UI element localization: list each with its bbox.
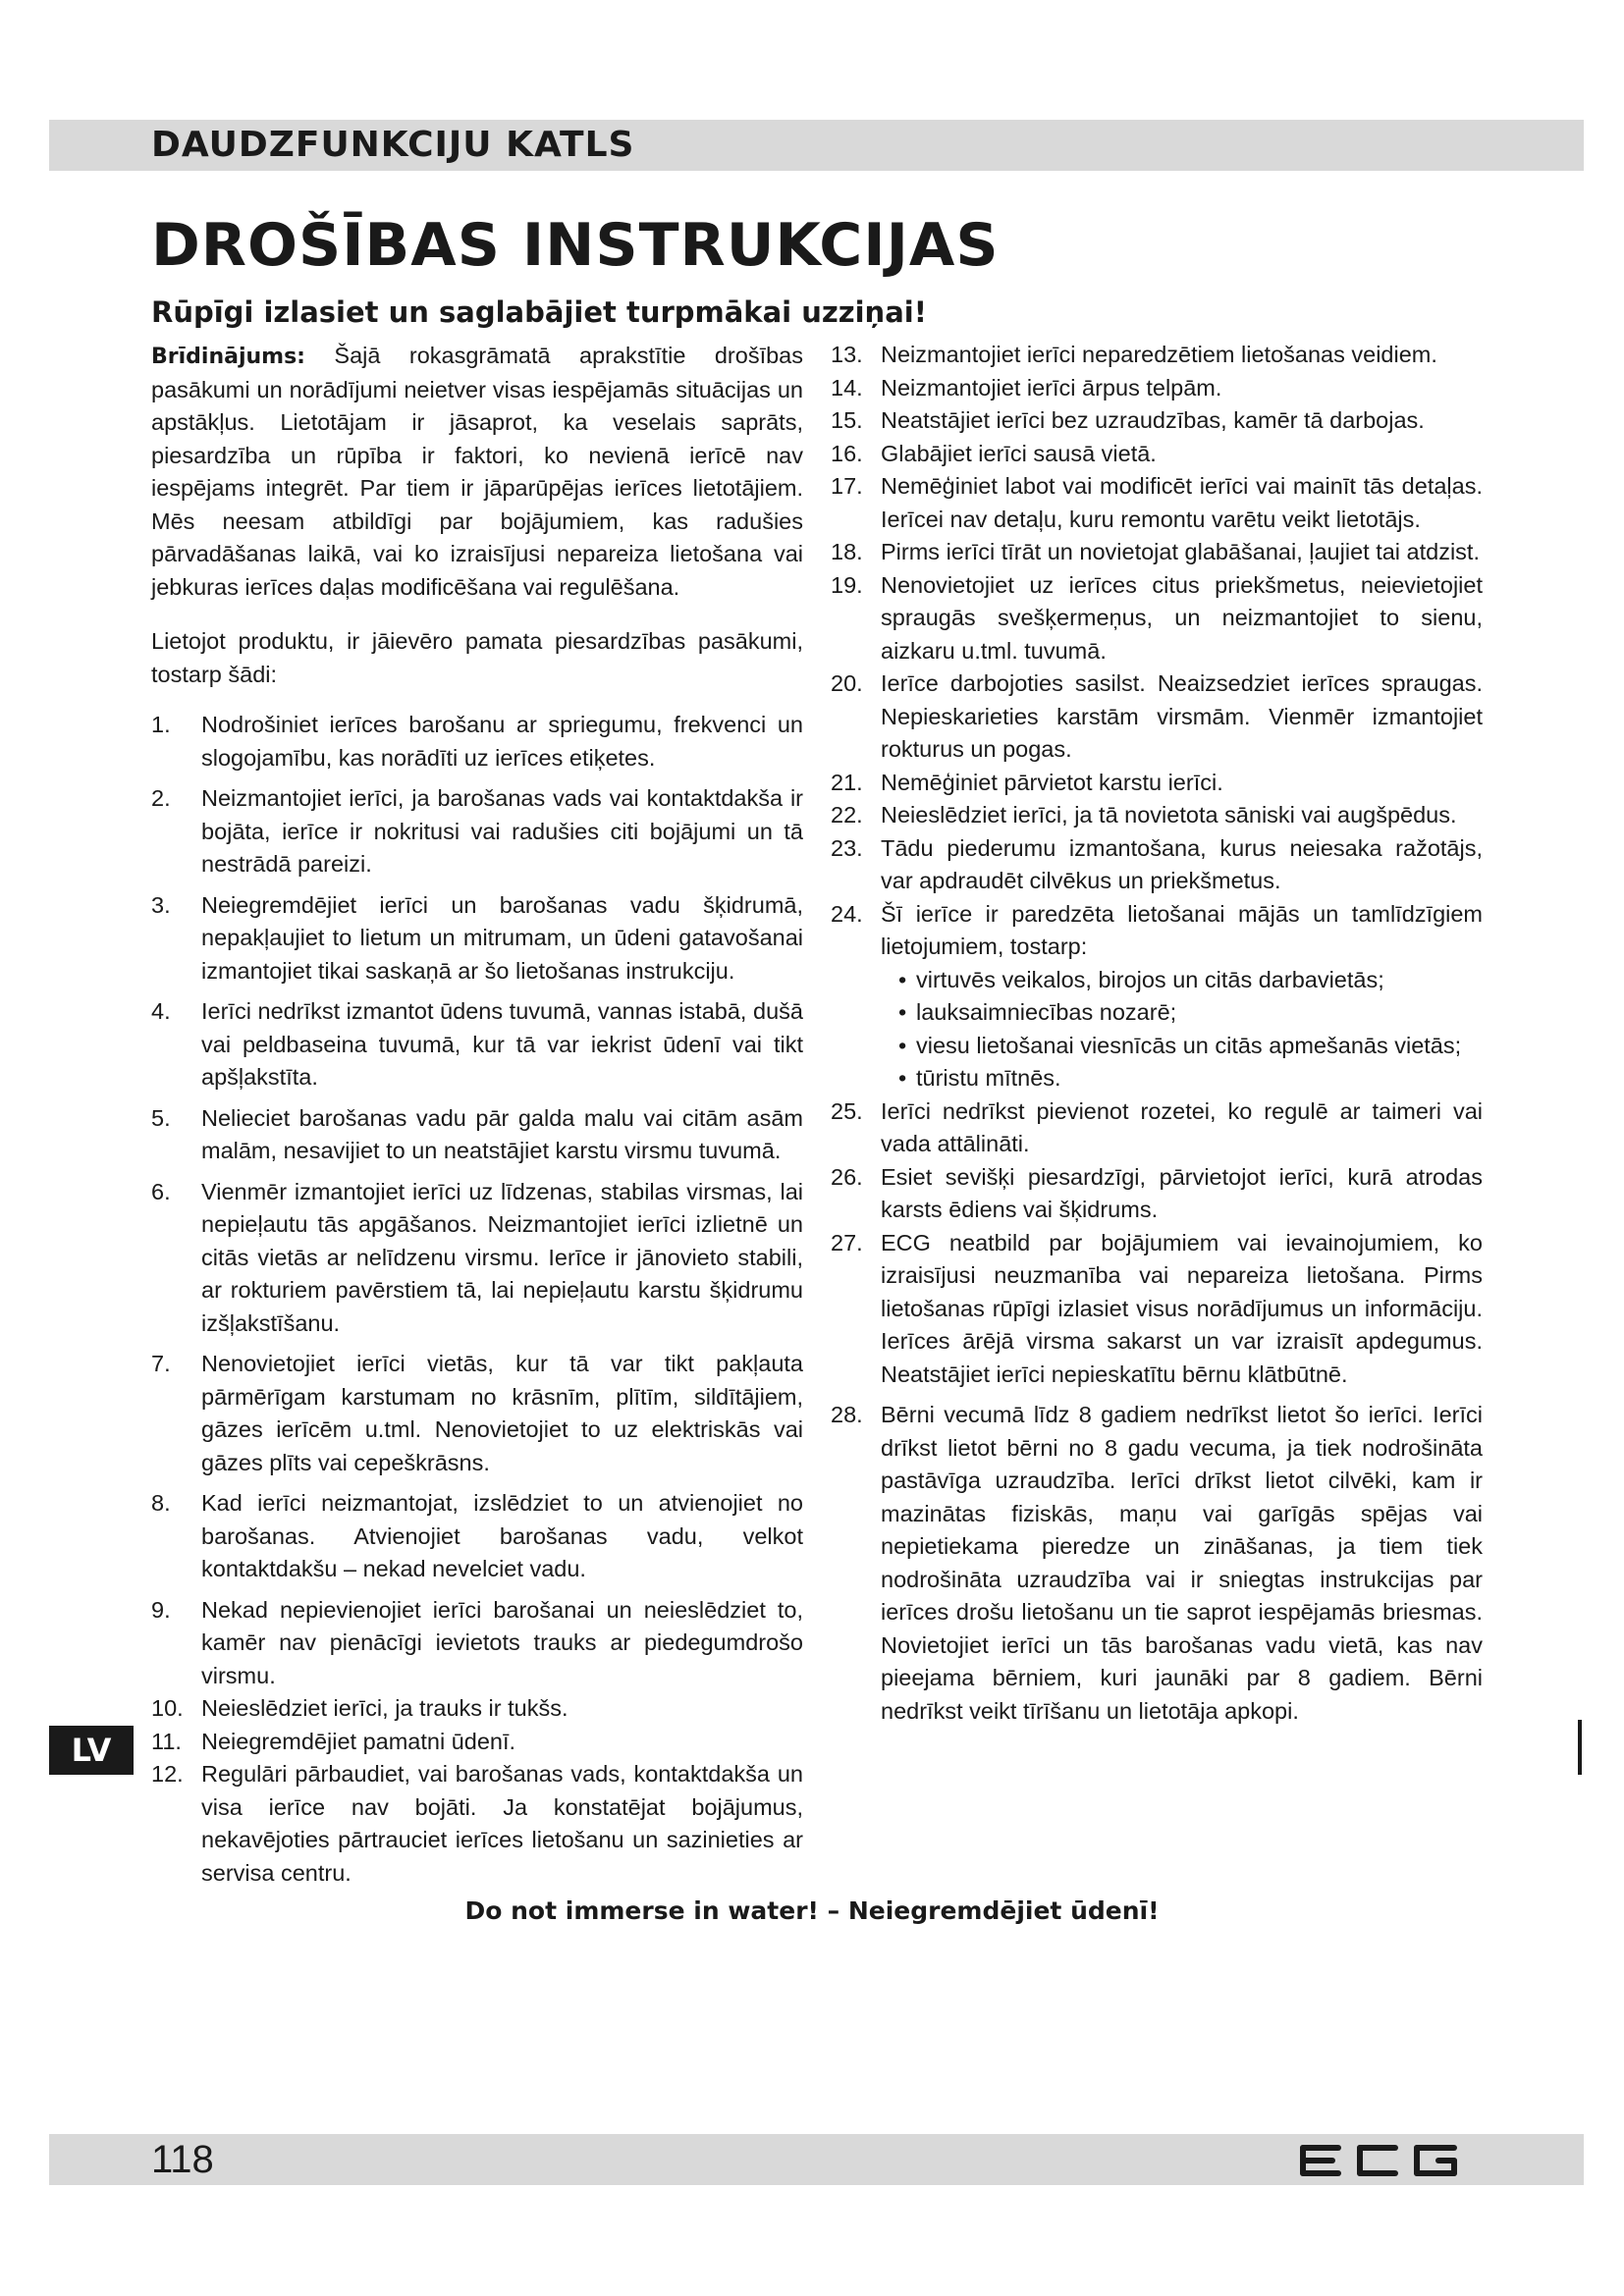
bullet-icon: • xyxy=(898,1032,907,1058)
list-item xyxy=(831,569,1483,668)
list-item xyxy=(831,1227,1483,1392)
item-text: Neieslēdziet ierīci, ja tā novietota sāniski vai augšpēdus. xyxy=(881,802,1457,828)
list-item xyxy=(831,667,1483,767)
item-number: 18. xyxy=(831,539,863,564)
list-item xyxy=(151,1758,803,1890)
list-item xyxy=(831,767,1483,800)
item-number: 19. xyxy=(831,571,863,598)
sublist-item xyxy=(898,1030,1483,1063)
item-number: 25. xyxy=(831,1097,863,1124)
item-text: Nemēģiniet pārvietot karstu ierīci. xyxy=(881,769,1223,795)
item-number: 5. xyxy=(151,1104,171,1131)
item-text: Nenovietojiet ierīci vietās, kur tā var tikt pakļauta pārmērīgam karstumam no krāsnīm, plītīm, sildītājiem, gāzes ierīcēm u.tml. Nenovietojiet to uz elektriskās vai gāzes plīts vai cepeškrāsns. xyxy=(201,1351,803,1475)
item-text: Neatstājiet ierīci bez uzraudzības, kamēr tā darbojas. xyxy=(881,407,1425,433)
item-text: Tādu piederumu izmantošana, kurus neiesaka ražotājs, var apdraudēt cilvēkus un priekšmetus. xyxy=(881,834,1483,893)
item-number: 10. xyxy=(151,1695,184,1721)
sublist-text: lauksaimniecības nozarē; xyxy=(916,999,1177,1025)
ecg-logo xyxy=(1296,2143,1463,2178)
list-item xyxy=(151,1726,803,1759)
item-number: 7. xyxy=(151,1351,171,1376)
list-item xyxy=(831,799,1483,832)
item-text: Neieslēdziet ierīci, ja trauks ir tukšs. xyxy=(201,1695,568,1721)
sublist-item xyxy=(898,996,1483,1030)
item-text: Esiet sevišķi piesardzīgi, pārvietojot ierīci, kurā atrodas karsts ēdiens vai šķidrums. xyxy=(881,1163,1483,1222)
list-item xyxy=(831,470,1483,536)
item-text: Ierīce darbojoties sasilst. Neaizsedziet ierīces spraugas. Nepieskarieties karstām virsmām. Vienmēr izmantojiet rokturus un pogas. xyxy=(881,670,1483,762)
item-number: 13. xyxy=(831,342,863,367)
usage-sublist xyxy=(881,964,1483,1095)
item-text: Regulāri pārbaudiet, vai barošanas vads, kontaktdakša un visa ierīce nav bojāti. Ja konstatējat bojājumus, nekavējoties pārtrauciet ierīces lietošanu un sazinieties ar servisa centru. xyxy=(201,1761,803,1886)
page-title: DROŠĪBAS INSTRUKCIJAS xyxy=(151,211,1000,280)
list-item xyxy=(831,1399,1483,1728)
item-text: Neizmantojiet ierīci ārpus telpām. xyxy=(881,374,1222,400)
item-number: 8. xyxy=(151,1490,171,1516)
item-number: 24. xyxy=(831,900,863,927)
list-item xyxy=(151,1348,803,1479)
item-text: Vienmēr izmantojiet ierīci uz līdzenas, stabilas virsmas, lai nepieļautu tās apgāšanos. Neizmantojiet ierīci izlietnē un citās vietās ar nelīdzenu virsmu. Ierīce ir jānovieto stabili, ar rokturiem pavērstiem tā, lai nepieļautu karstu šķidrumu izšļakstīšanu. xyxy=(201,1178,803,1336)
sublist-text: tūristu mītnēs. xyxy=(916,1065,1061,1091)
water-warning-note: Do not immerse in water! – Neiegremdējiet ūdenī! xyxy=(464,1896,1160,1925)
item-number: 26. xyxy=(831,1163,863,1190)
sublist-item xyxy=(898,1062,1483,1095)
item-text: Neizmantojiet ierīci, ja barošanas vads vai kontaktdakša ir bojāta, ierīce ir nokritusi vai radušies citi bojājumi un tā nestrādā pareizi. xyxy=(201,785,803,877)
sublist-text: virtuvēs veikalos, birojos un citās darbavietās; xyxy=(916,966,1384,992)
list-item xyxy=(831,372,1483,405)
item-text: Nenovietojiet uz ierīces citus priekšmetus, neievietojiet spraugās svešķermeņus, un neizmantojiet to sienu, aizkaru u.tml. tuvumā. xyxy=(881,571,1483,664)
list-item xyxy=(831,339,1483,372)
list-item xyxy=(151,995,803,1095)
list-item xyxy=(151,1692,803,1726)
sublist-item xyxy=(898,964,1483,997)
bullet-icon: • xyxy=(898,1065,907,1091)
right-instruction-list xyxy=(831,339,1483,1728)
item-number: 1. xyxy=(151,712,171,737)
list-item xyxy=(151,1594,803,1693)
item-text: Glabājiet ierīci sausā vietā. xyxy=(881,440,1157,466)
language-badge: LV xyxy=(49,1726,134,1775)
item-text: Nekad nepievienojiet ierīci barošanai un neieslēdziet to, kamēr nav pienācīgi ievietots trauks ar piedegumdrošo virsmu. xyxy=(201,1596,803,1688)
item-text: Nelieciet barošanas vadu pār galda malu vai citām asām malām, nesavijiet to un neatstājiet karstu virsmu tuvumā. xyxy=(201,1104,803,1163)
left-instruction-list xyxy=(151,709,803,1890)
list-item xyxy=(831,1161,1483,1227)
item-number: 22. xyxy=(831,802,863,828)
item-text: Nodrošiniet ierīces barošanu ar spriegumu, frekvenci un slogojamību, kas norādīti uz ierīces etiķetes. xyxy=(201,712,803,771)
item-number: 27. xyxy=(831,1229,863,1255)
item-text: Kad ierīci neizmantojat, izslēdziet to un atvienojiet no barošanas. Atvienojiet barošanas vadu, velkot kontaktdakšu – nekad nevelciet vadu. xyxy=(201,1490,803,1581)
sublist-text: viesu lietošanai viesnīcās un citās apmešanās vietās; xyxy=(916,1032,1462,1058)
page-subtitle: Rūpīgi izlasiet un saglabājiet turpmākai uzziņai! xyxy=(151,295,927,329)
item-number: 21. xyxy=(831,769,863,795)
list-item xyxy=(151,889,803,988)
item-number: 23. xyxy=(831,834,863,861)
intro-paragraph: Lietojot produktu, ir jāievēro pamata piesardzības pasākumi, tostarp šādi: xyxy=(151,628,803,687)
item-text: Bērni vecumā līdz 8 gadiem nedrīkst lietot šo ierīci. Ierīci drīkst lietot bērni no 8 gadu vecuma, ja tiek nodrošināta pastāvīga uzraudzība. Ierīci drīkst lietot cilvēki, kam ir mazinātas fiziskās, maņu vai garīgās spējas vai nepietiekama pieredze un zināšanas, ja tiem tiek nodrošināta uzraudzība vai ir sniegtas instrukcijas par ierīces drošu lietošanu un tie saprot iespējamās briesmas. Novietojiet ierīci un tās barošanas vadu vietā, kas nav pieejama bērniem, kuri jaunāki par 8 gadiem. Bērni nedrīkst veikt tīrīšanu un lietotāja apkopi. xyxy=(881,1402,1483,1724)
list-item xyxy=(151,709,803,774)
item-number: 3. xyxy=(151,891,171,918)
item-number: 12. xyxy=(151,1761,184,1787)
list-item xyxy=(831,404,1483,438)
header-title: DAUDZFUNKCIJU KATLS xyxy=(151,125,635,165)
list-item xyxy=(831,536,1483,569)
list-item xyxy=(831,898,1483,1095)
warning-paragraph xyxy=(151,340,803,604)
item-number: 4. xyxy=(151,998,171,1024)
bullet-icon: • xyxy=(898,966,907,992)
page-number: 118 xyxy=(151,2138,214,2181)
right-column xyxy=(831,339,1483,1728)
item-number: 2. xyxy=(151,785,171,811)
item-text: ECG neatbild par bojājumiem vai ievainojumiem, ko izraisījusi neuzmanība vai nepareiza lietošana. Pirms lietošanas rūpīgi izlasiet visus norādījumus un informāciju. Ierīces ārējā virsma sakarst un var izraisīt apdegumus. Neatstājiet ierīci nepieskatītu bērnu klātbūtnē. xyxy=(881,1229,1483,1387)
item-number: 15. xyxy=(831,407,863,433)
list-item xyxy=(151,782,803,881)
left-column xyxy=(151,340,803,1890)
item-number: 17. xyxy=(831,473,863,499)
warning-label: Brīdinājums: xyxy=(151,345,305,369)
side-marker xyxy=(1578,1720,1582,1775)
item-number: 11. xyxy=(151,1728,182,1754)
ecg-logo-mark xyxy=(1300,2145,1457,2176)
header-bar xyxy=(49,120,1584,171)
item-number: 20. xyxy=(831,670,863,696)
item-text: Ierīci nedrīkst pievienot rozetei, ko regulē ar taimeri vai vada attālināti. xyxy=(881,1097,1483,1156)
item-number: 14. xyxy=(831,374,863,400)
bullet-icon: • xyxy=(898,999,907,1025)
list-item xyxy=(151,1487,803,1586)
item-text: Neizmantojiet ierīci neparedzētiem lietošanas veidiem. xyxy=(881,342,1437,367)
item-text: Šī ierīce ir paredzēta lietošanai mājās un tamlīdzīgiem lietojumiem, tostarp: xyxy=(881,900,1483,959)
item-number: 16. xyxy=(831,440,863,466)
item-number: 9. xyxy=(151,1596,171,1623)
item-text: Nemēģiniet labot vai modificēt ierīci vai mainīt tās detaļas. Ierīcei nav detaļu, kuru remontu varētu veikt lietotājs. xyxy=(881,473,1483,532)
list-item xyxy=(831,438,1483,471)
list-item xyxy=(831,832,1483,898)
item-number: 28. xyxy=(831,1402,863,1427)
item-text: Ierīci nedrīkst izmantot ūdens tuvumā, vannas istabā, dušā vai peldbaseina tuvumā, kur tā var iekrist ūdenī vai tikt apšļakstīta. xyxy=(201,998,803,1090)
item-text: Pirms ierīci tīrāt un novietojat glabāšanai, ļaujiet tai atdzist. xyxy=(881,539,1480,564)
item-text: Neiegremdējiet ierīci un barošanas vadu šķidrumā, nepakļaujiet to lietum un mitrumam, un ūdeni gatavošanai izmantojiet tikai saskaņā ar šo lietošanas instrukciju. xyxy=(201,891,803,984)
list-item xyxy=(151,1102,803,1168)
warning-text: Šajā rokasgrāmatā aprakstītie drošības pasākumi un norādījumi neietver visas iespējamās situācijas un apstākļus. Lietotājam ir jāsaprot, ka veselais saprāts, piesardzība un rūpība ir faktori, ko nevienā ierīcē nav iespējams integrēt. Par tiem ir jāparūpējas ierīces lietotājiem. Mēs neesam atbildīgi par bojājumiem, kas radušies pārvadāšanas laikā, vai ko izraisījusi nepareiza lietošana vai jebkuras ierīces daļas modificēšana vai regulēšana. xyxy=(151,343,803,600)
item-text: Neiegremdējiet pamatni ūdenī. xyxy=(201,1728,516,1754)
item-number: 6. xyxy=(151,1178,171,1204)
list-item xyxy=(831,1095,1483,1161)
list-item xyxy=(151,1176,803,1341)
